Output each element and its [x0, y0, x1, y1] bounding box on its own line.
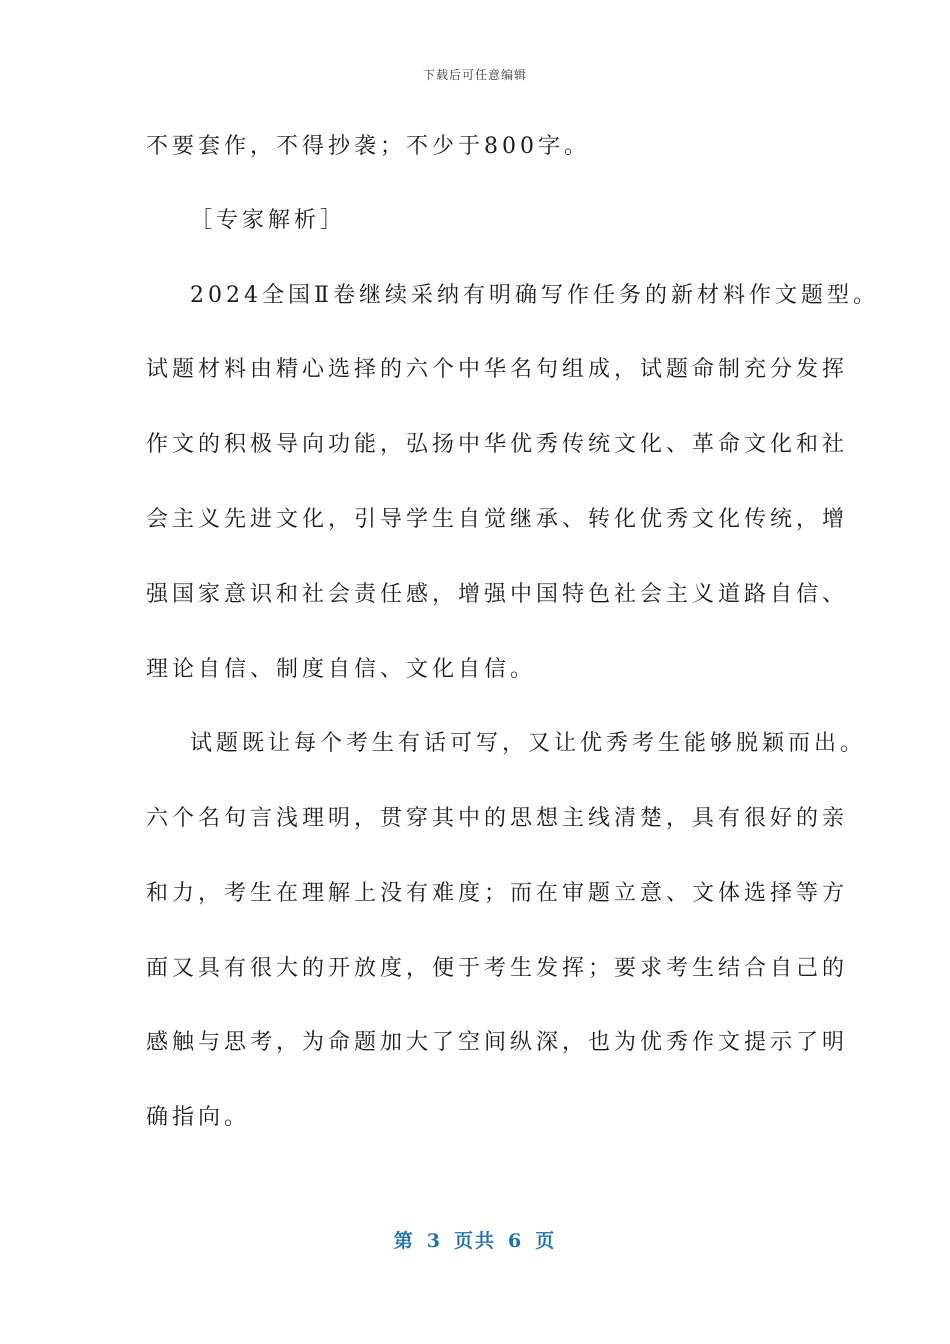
body-line: 作文的积极导向功能，弘扬中华优秀传统文化、革命文化和社	[146, 432, 849, 457]
body-line: 不要套作，不得抄袭；不少于800字。	[146, 134, 590, 159]
body-line: 理论自信、制度自信、文化自信。	[146, 657, 537, 682]
section-heading: ［专家解析］	[190, 208, 347, 233]
footer-page-number: 3	[426, 1230, 442, 1252]
body-line: 确指向。	[146, 1105, 251, 1130]
body-line: 强国家意识和社会责任感，增强中国特色社会主义道路自信、	[146, 582, 849, 607]
body-line: 2024全国Ⅱ卷继续采纳有明确写作任务的新材料作文题型。	[190, 283, 879, 308]
body-line: 和力，考生在理解上没有难度；而在审题立意、文体选择等方	[146, 881, 849, 906]
page-header: 下载后可任意编辑	[422, 68, 527, 82]
footer-total-pages: 6	[508, 1230, 524, 1252]
body-line: 六个名句言浅理明，贯穿其中的思想主线清楚，具有很好的亲	[146, 806, 849, 831]
page-footer	[0, 1226, 950, 1253]
footer-suffix: 页	[535, 1230, 557, 1252]
body-line: 试题材料由精心选择的六个中华名句组成，试题命制充分发挥	[146, 357, 849, 382]
body-line: 试题既让每个考生有话可写，又让优秀考生能够脱颖而出。	[190, 731, 867, 756]
footer-prefix: 第	[393, 1230, 415, 1252]
footer-middle: 页共	[453, 1230, 496, 1252]
body-line: 感触与思考，为命题加大了空间纵深，也为优秀作文提示了明	[146, 1030, 849, 1055]
body-line: 面又具有很大的开放度，便于考生发挥；要求考生结合自己的	[146, 956, 849, 981]
body-line: 会主义先进文化，引导学生自觉继承、转化优秀文化传统，增	[146, 507, 849, 532]
